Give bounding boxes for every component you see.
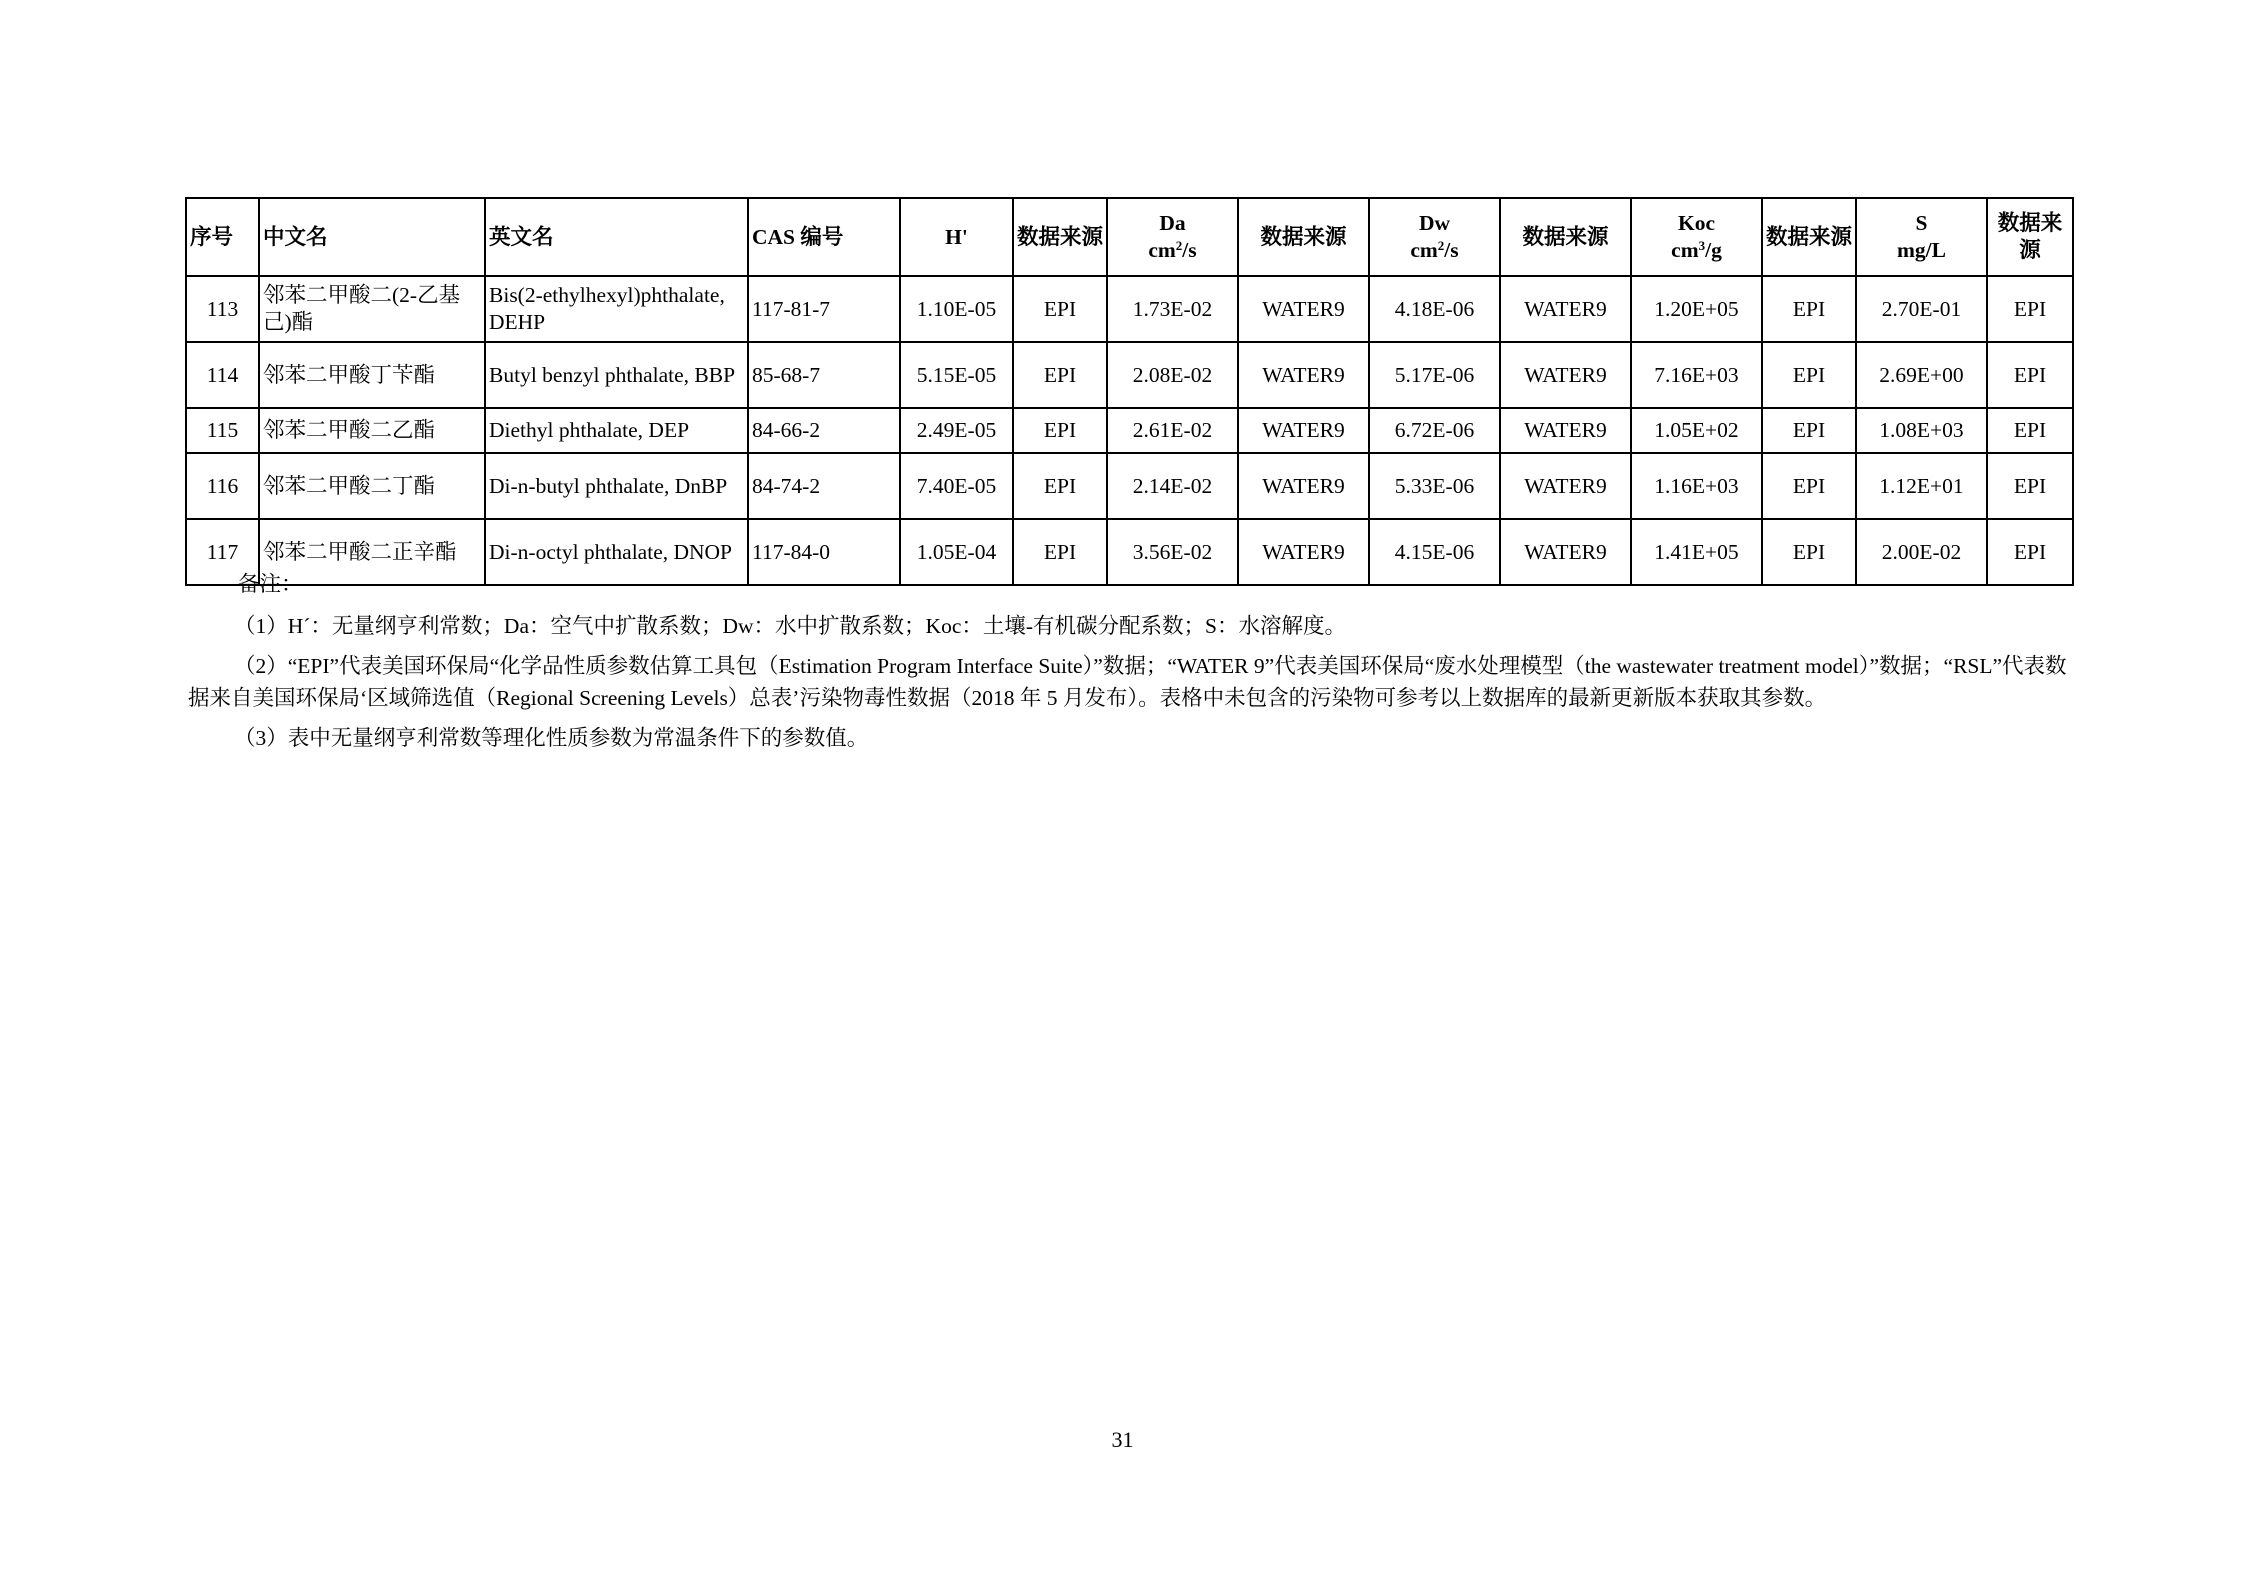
cell-h: 5.15E-05 [900,342,1013,408]
cell-source-4: EPI [1762,453,1856,519]
cell-cas: 84-74-2 [748,453,900,519]
cell-seq: 113 [186,276,259,342]
cell-source-2: WATER9 [1238,276,1369,342]
cell-s: 1.12E+01 [1856,453,1987,519]
cell-source-5: EPI [1987,519,2073,585]
cell-dw: 5.17E-06 [1369,342,1500,408]
cell-chinese-name: 邻苯二甲酸丁苄酯 [259,342,485,408]
table-row [186,408,2073,453]
header-dw-unit: $cm^2/s$ [1410,238,1459,262]
cell-seq: 117 [186,519,259,585]
cell-source-2: WATER9 [1238,342,1369,408]
note-1: （1）H´：无量纲亨利常数；Da：空气中扩散系数；Dw：水中扩散系数；Koc：土壤-有机碳分配系数；S：水溶解度。 [234,614,1346,638]
header-dw [1369,198,1500,276]
cell-source-3: WATER9 [1500,276,1631,342]
cell-s: 2.69E+00 [1856,342,1987,408]
table-header-row [186,198,2073,276]
cell-da: 2.14E-02 [1107,453,1238,519]
cell-source-5: EPI [1987,342,2073,408]
cell-s: 1.08E+03 [1856,408,1987,453]
cell-cas: 117-84-0 [748,519,900,585]
cell-cas: 85-68-7 [748,342,900,408]
note-3: （3）表中无量纲亨利常数等理化性质参数为常温条件下的参数值。 [234,726,869,750]
note-2: （2）“EPI”代表美国环保局“化学品性质参数估算工具包（Estimation Program Interface Suite）”数据；“WATER 9”代表美国环保局“废水处理模型（the wastewater treatment model）”数据；“RSL”代表数据来自美国环保局‘区域筛选值（Regional Screening Levels）总表’污染物毒性数据（2018 年 5 月发布）。表格中未包含的污染物可参考以上数据库的最新更新版本获取其参数。 [188,654,2067,710]
header-s [1856,198,1987,276]
header-seq: 序号 [186,198,259,276]
cell-dw: 5.33E-06 [1369,453,1500,519]
header-english-name: 英文名 [485,198,748,276]
cell-koc: 1.16E+03 [1631,453,1762,519]
header-koc-label: Koc [1677,211,1716,235]
header-source-4: 数据来源 [1762,198,1856,276]
cell-source-2: WATER9 [1238,408,1369,453]
cell-source-3: WATER9 [1500,408,1631,453]
cell-h: 2.49E-05 [900,408,1013,453]
header-h: H' [900,198,1013,276]
cell-chinese-name: 邻苯二甲酸二(2-乙基己)酯 [259,276,485,342]
cell-source-5: EPI [1987,453,2073,519]
cell-english-name: Di-n-octyl phthalate, DNOP [485,519,748,585]
cell-seq: 115 [186,408,259,453]
cell-cas: 117-81-7 [748,276,900,342]
cell-da: 2.61E-02 [1107,408,1238,453]
header-cas: CAS 编号 [748,198,900,276]
cell-source-4: EPI [1762,276,1856,342]
cell-source-3: WATER9 [1500,453,1631,519]
cell-source-4: EPI [1762,408,1856,453]
cell-seq: 116 [186,453,259,519]
header-s-unit: mg/L [1897,238,1946,262]
header-koc [1631,198,1762,276]
cell-koc: 7.16E+03 [1631,342,1762,408]
cell-source-5: EPI [1987,276,2073,342]
header-chinese-name: 中文名 [259,198,485,276]
header-dw-label: Dw [1418,211,1451,235]
cell-english-name: Diethyl phthalate, DEP [485,408,748,453]
cell-h: 1.05E-04 [900,519,1013,585]
cell-source-1: EPI [1013,276,1107,342]
header-koc-unit: $cm^3/g$ [1671,238,1722,262]
cell-source-5: EPI [1987,408,2073,453]
cell-dw: 6.72E-06 [1369,408,1500,453]
header-source-5: 数据来源 [1987,198,2073,276]
cell-h: 7.40E-05 [900,453,1013,519]
cell-da: 2.08E-02 [1107,342,1238,408]
cell-source-2: WATER9 [1238,453,1369,519]
cell-koc: 1.41E+05 [1631,519,1762,585]
cell-source-1: EPI [1013,342,1107,408]
table-row [186,453,2073,519]
cell-s: 2.00E-02 [1856,519,1987,585]
cell-h: 1.10E-05 [900,276,1013,342]
header-s-label: S [1915,211,1928,235]
cell-dw: 4.15E-06 [1369,519,1500,585]
notes-section [188,568,2068,754]
cell-english-name: Bis(2-ethylhexyl)phthalate, DEHP [485,276,748,342]
cell-seq: 114 [186,342,259,408]
cell-source-3: WATER9 [1500,519,1631,585]
cell-dw: 4.18E-06 [1369,276,1500,342]
cell-cas: 84-66-2 [748,408,900,453]
header-source-3: 数据来源 [1500,198,1631,276]
cell-koc: 1.05E+02 [1631,408,1762,453]
cell-english-name: Butyl benzyl phthalate, BBP [485,342,748,408]
cell-source-4: EPI [1762,519,1856,585]
table-row [186,342,2073,408]
header-da-label: Da [1159,211,1186,235]
cell-source-3: WATER9 [1500,342,1631,408]
cell-source-1: EPI [1013,453,1107,519]
cell-english-name: Di-n-butyl phthalate, DnBP [485,453,748,519]
cell-s: 2.70E-01 [1856,276,1987,342]
header-da-unit: $cm^2/s$ [1148,238,1197,262]
page-number: 31 [1111,1427,1134,1452]
cell-source-4: EPI [1762,342,1856,408]
header-source-2: 数据来源 [1238,198,1369,276]
cell-source-2: WATER9 [1238,519,1369,585]
cell-koc: 1.20E+05 [1631,276,1762,342]
cell-chinese-name: 邻苯二甲酸二乙酯 [259,408,485,453]
cell-da: 1.73E-02 [1107,276,1238,342]
header-source-1: 数据来源 [1013,198,1107,276]
parameter-table [185,197,2074,586]
header-da [1107,198,1238,276]
cell-chinese-name: 邻苯二甲酸二丁酯 [259,453,485,519]
table-row [186,276,2073,342]
cell-source-1: EPI [1013,408,1107,453]
notes-title: 备注： [238,572,303,596]
cell-chinese-name: 邻苯二甲酸二正辛酯 [259,519,485,585]
cell-source-1: EPI [1013,519,1107,585]
cell-da: 3.56E-02 [1107,519,1238,585]
